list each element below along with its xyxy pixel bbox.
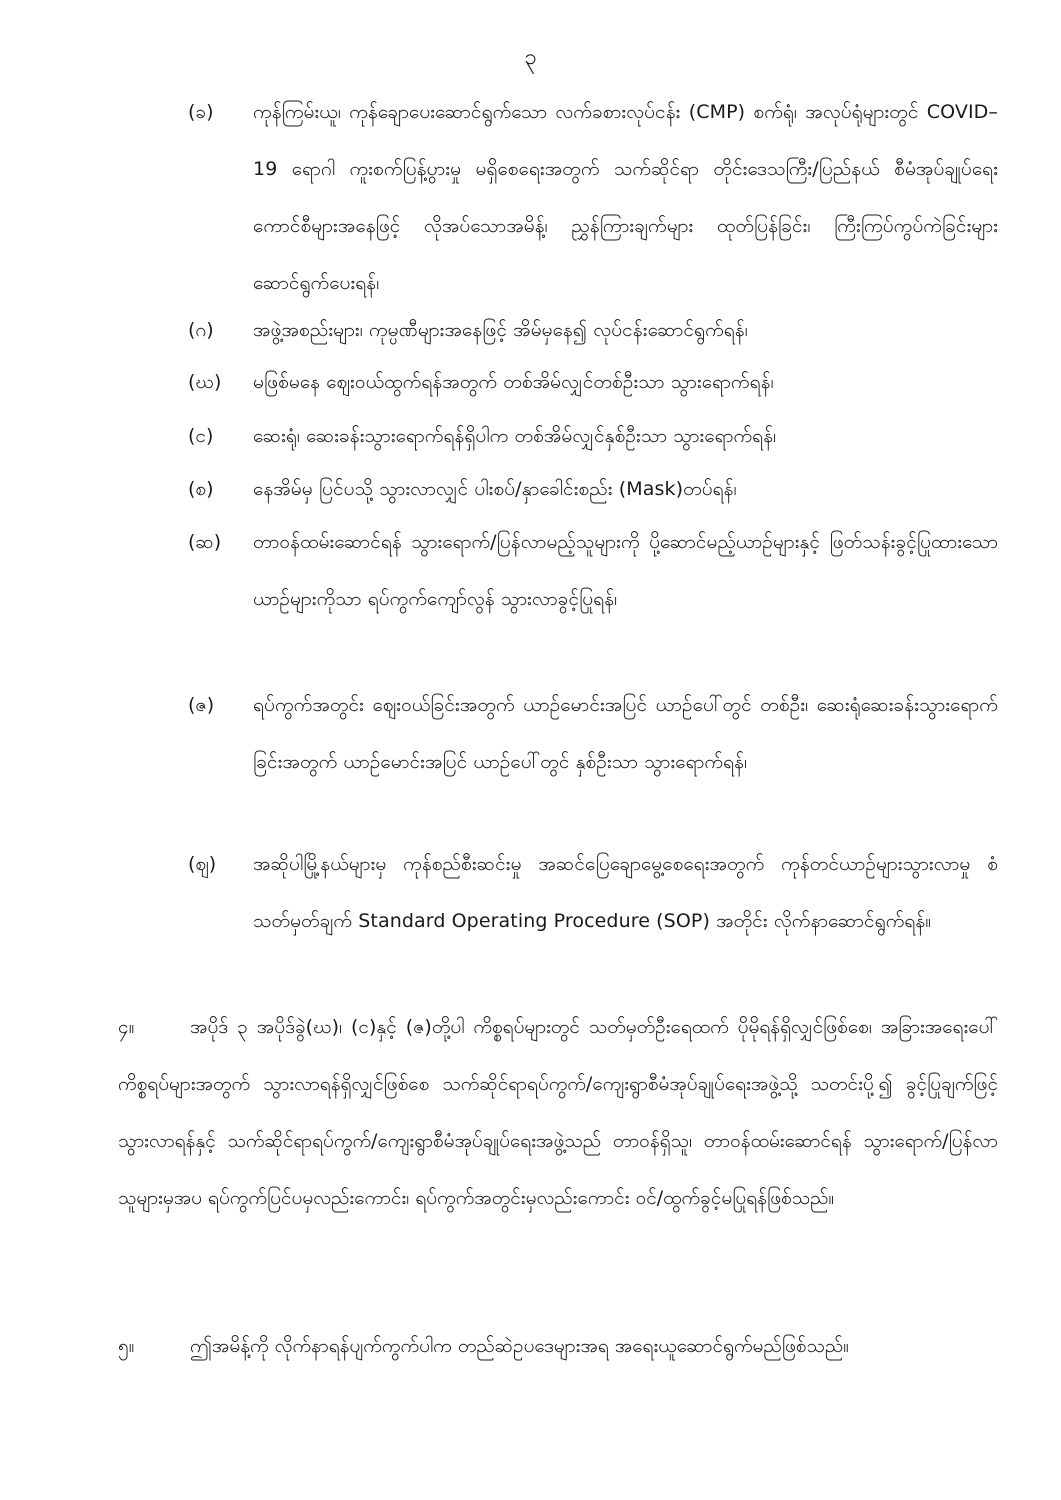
list-item-marker: (ဂ) bbox=[188, 319, 214, 341]
list-item-marker: (ဈ) bbox=[188, 853, 217, 875]
list-item-marker: (ဇ) bbox=[188, 694, 215, 716]
page-number: ၃ bbox=[524, 45, 537, 70]
list-item-hsa bbox=[188, 514, 998, 628]
list-item-text: အဖွဲ့အစည်းများ၊ ကုမ္ပဏီများအနေဖြင့် အိမ်မှနေ၍ လုပ်ငန်းဆောင်ရွက်ရန်၊ bbox=[253, 319, 748, 341]
list-item-ga bbox=[188, 302, 998, 359]
list-item-marker: (စ) bbox=[188, 478, 214, 500]
list-item-text: အဆိုပါမြို့နယ်များမှ ကုန်စည်စီးဆင်းမှု အဆင်ပြေချောမွေ့စေရေးအတွက် ကုန်တင်ယာဉ်များသွားလာမှု စံသတ်မှတ်ချက် Standard Operating Procedure (SOP) အတိုင်း လိုက်နာဆောင်ရွက်ရန်။ bbox=[253, 853, 998, 932]
paragraph-text: အပိုဒ် ၃ အပိုဒ်ခွဲ(ဃ)၊ (င)နှင့် (ဇ)တို့ပါ ကိစ္စရပ်များတွင် သတ်မှတ်ဦးရေထက် ပိုမိုရန်ရှိလျှင်ဖြစ်စေ၊ အခြားအရေးပေါ်ကိစ္စရပ်များအတွက် သွားလာရန်ရှိလျှင်ဖြစ်စေ သက်ဆိုင်ရာရပ်ကွက်/ကျေးရွာစီမံအုပ်ချုပ်ရေးအဖွဲ့သို့ သတင်းပို့၍ ခွင့်ပြုချက်ဖြင့်သွားလာရန်နှင့် သက်ဆိုင်ရာရပ်ကွက်/ကျေးရွာစီမံအုပ်ချုပ်ရေးအဖွဲ့သည် တာဝန်ရှိသူ၊ တာဝန်ထမ်းဆောင်ရန် သွားရောက်/ပြန်လာသူများမှအပ ရပ်ကွက်ပြင်ပမှလည်းကောင်း၊ ရပ်ကွက်အတွင်းမှလည်းကောင်း ဝင်/ထွက်ခွင့်မပြုရန်ဖြစ်သည်။ bbox=[118, 1016, 998, 1209]
list-item-marker: (င) bbox=[188, 425, 214, 447]
list-item-nga bbox=[188, 408, 998, 465]
paragraph-text: ဤအမိန့်ကို လိုက်နာရန်ပျက်ကွက်ပါက တည်ဆဲဥပဒေများအရ အရေးယူဆောင်ရွက်မည်ဖြစ်သည်။ bbox=[190, 1335, 849, 1357]
list-item-text: ကုန်ကြမ်းယူ၊ ကုန်ချောပေးဆောင်ရွက်သော လက်ခစားလုပ်ငန်း (CMP) စက်ရုံ၊ အလုပ်ရုံများတွင် COVID–19 ရောဂါ ကူးစက်ပြန့်ပွားမှု မရှိစေရေးအတွက် သက်ဆိုင်ရာ တိုင်းဒေသကြီး/ပြည်နယ် စီမံအုပ်ချုပ်ရေးကောင်စီများအနေဖြင့် လိုအပ်သောအမိန့်၊ ညွှန်ကြားချက်များ ထုတ်ပြန်ခြင်း၊ ကြီးကြပ်ကွပ်ကဲခြင်းများ ဆောင်ရွက်ပေးရန်၊ bbox=[253, 101, 998, 294]
paragraph-5 bbox=[118, 1318, 998, 1375]
list-item-text: ရပ်ကွက်အတွင်း ဈေးဝယ်ခြင်းအတွက် ယာဉ်မောင်းအပြင် ယာဉ်ပေါ်တွင် တစ်ဦး၊ ဆေးရုံဆေးခန်းသွားရောက်ခြင်းအတွက် ယာဉ်မောင်းအပြင် ယာဉ်ပေါ်တွင် နှစ်ဦးသာ သွားရောက်ရန်၊ bbox=[253, 694, 998, 773]
paragraph-number: ၅။ bbox=[118, 1335, 135, 1357]
list-item-gha bbox=[188, 354, 998, 411]
list-item-text: ဆေးရုံ၊ ဆေးခန်းသွားရောက်ရန်ရှိပါက တစ်အိမ်လျှင်နှစ်ဦးသာ သွားရောက်ရန်၊ bbox=[253, 425, 777, 447]
paragraph-4 bbox=[118, 999, 998, 1227]
paragraph-number: ၄။ bbox=[118, 1016, 135, 1038]
list-item-zha bbox=[188, 836, 998, 950]
list-item-sa bbox=[188, 461, 998, 518]
list-item-marker: (ဃ) bbox=[188, 371, 222, 393]
list-item-text: တာဝန်ထမ်းဆောင်ရန် သွားရောက်/ပြန်လာမည့်သူများကို ပို့ဆောင်မည့်ယာဉ်များနှင့် ဖြတ်သန်းခွင့်ပြုထားသော ယာဉ်များကိုသာ ရပ်ကွက်ကျော်လွန် သွားလာခွင့်ပြုရန်၊ bbox=[253, 531, 998, 610]
list-item-text: နေအိမ်မှ ပြင်ပသို့ သွားလာလျှင် ပါးစပ်/နှာခေါင်းစည်း (Mask)တပ်ရန်၊ bbox=[253, 478, 737, 500]
list-item-marker: (ခ) bbox=[188, 101, 214, 123]
list-item-marker: (ဆ) bbox=[188, 531, 222, 553]
list-item-text: မဖြစ်မနေ ဈေးဝယ်ထွက်ရန်အတွက် တစ်အိမ်လျှင်တစ်ဦးသာ သွားရောက်ရန်၊ bbox=[253, 371, 774, 393]
list-item-za bbox=[188, 677, 998, 791]
list-item-kha bbox=[188, 84, 998, 312]
